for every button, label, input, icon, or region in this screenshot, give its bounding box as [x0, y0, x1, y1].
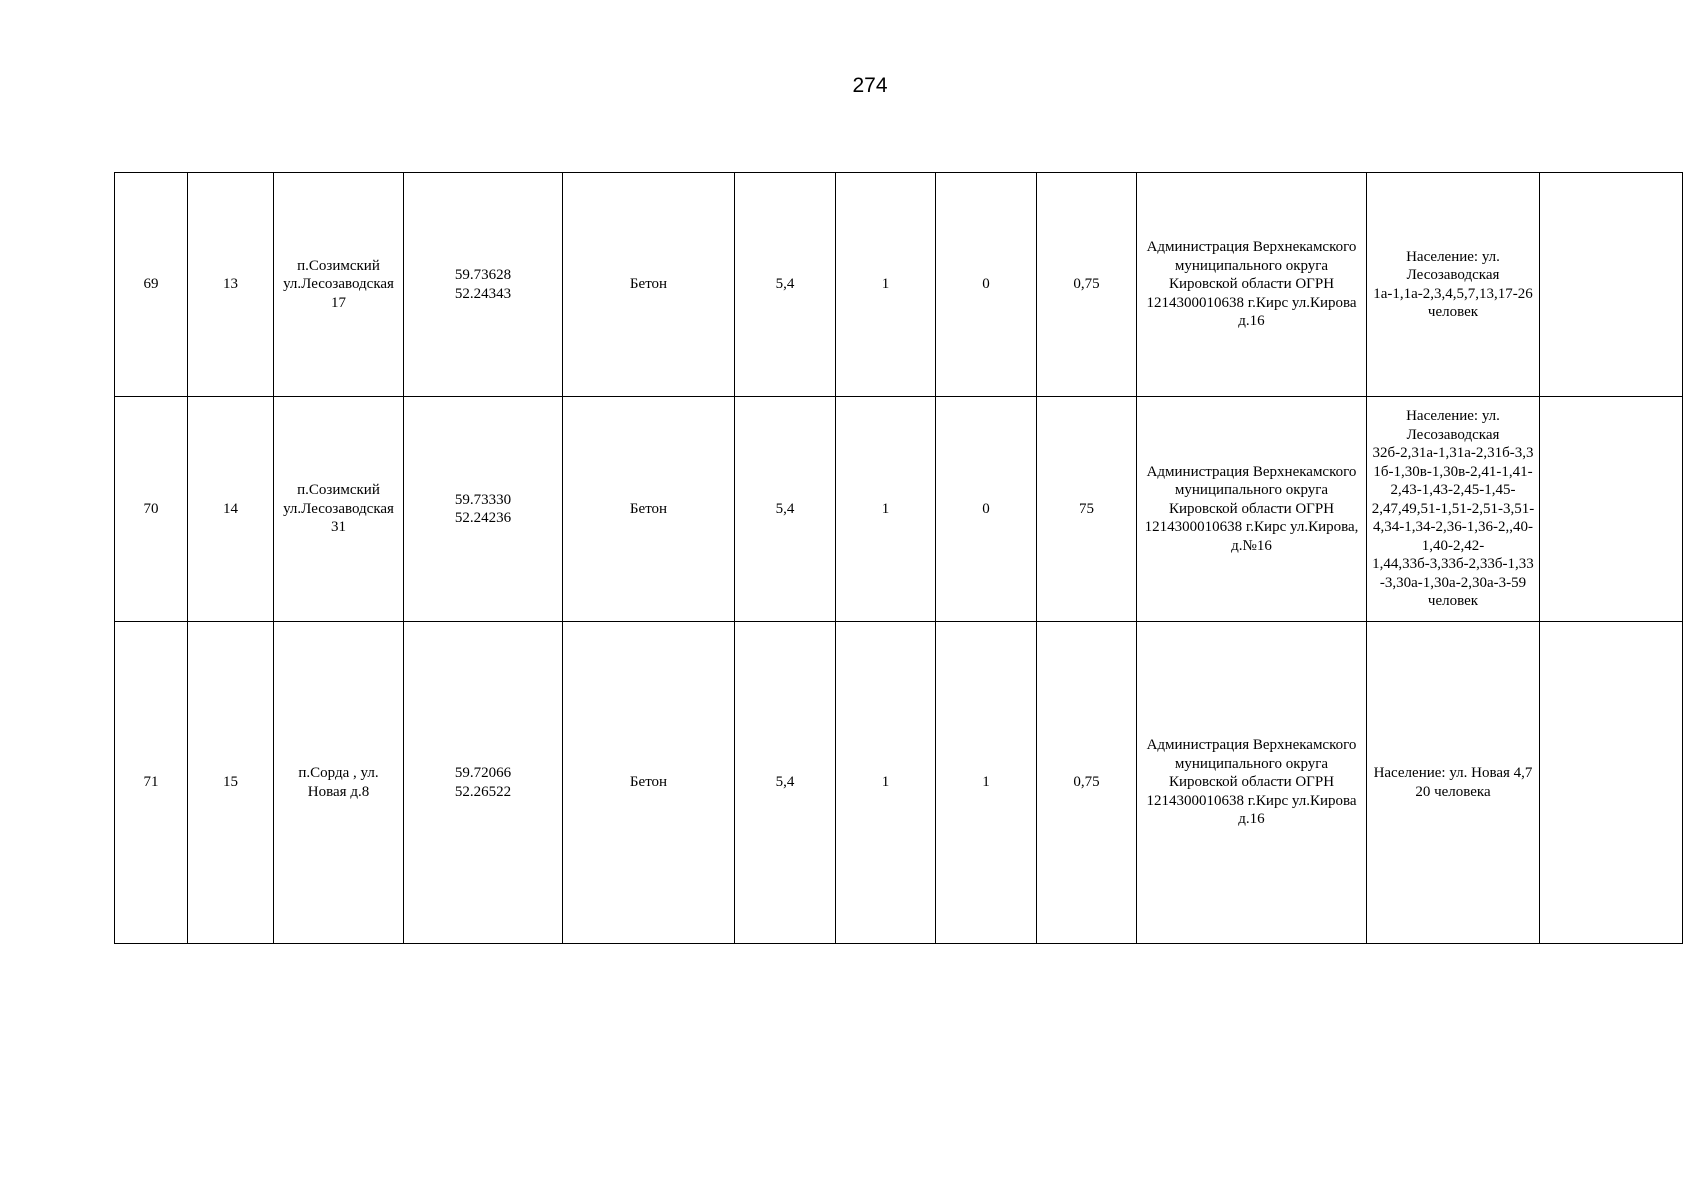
surface-material-cell: Бетон [563, 622, 735, 944]
volume-cell: 0,75 [1037, 622, 1137, 944]
table-row [115, 397, 1683, 622]
sub-number-cell: 13 [188, 173, 274, 397]
owner-cell: Администрация Верхнекамского муниципального округа Кировской области ОГРН 1214300010638 г.Кирс ул.Кирова, д.№16 [1137, 397, 1367, 622]
sub-number-cell: 15 [188, 622, 274, 944]
area-cell: 5,4 [735, 173, 836, 397]
table-row [115, 173, 1683, 397]
table-row [115, 622, 1683, 944]
row-number-cell: 70 [115, 397, 188, 622]
coordinates-cell: 59.73330 52.24236 [404, 397, 563, 622]
bunkers-cell: 1 [936, 622, 1037, 944]
note-cell [1540, 173, 1683, 397]
area-cell: 5,4 [735, 622, 836, 944]
address-cell: п.Созимский ул.Лесозаводская 31 [274, 397, 404, 622]
waste-sources-cell: Население: ул. Новая 4,7 20 человека [1367, 622, 1540, 944]
owner-cell: Администрация Верхнекамского муниципального округа Кировской области ОГРН 1214300010638 г.Кирс ул.Кирова д.16 [1137, 173, 1367, 397]
address-cell: п.Созимский ул.Лесозаводская 17 [274, 173, 404, 397]
note-cell [1540, 397, 1683, 622]
row-number-cell: 69 [115, 173, 188, 397]
page-number: 274 [852, 74, 888, 97]
waste-sources-cell: Население: ул. Лесозаводская 32б-2,31а-1,31а-2,31б-3,31б-1,30в-1,30в-2,41-1,41-2,43-1,43-2,45-1,45-2,47,49,51-1,51-2,51-3,51-4,34-1,34-2,36-1,36-2,,40-1,40-2,42-1,44,33б-3,33б-2,33б-1,33-3,30а-1,30а-2,30а-3-59 человек [1367, 397, 1540, 622]
coordinates-cell: 59.72066 52.26522 [404, 622, 563, 944]
surface-material-cell: Бетон [563, 173, 735, 397]
row-number-cell: 71 [115, 622, 188, 944]
bunkers-cell: 0 [936, 173, 1037, 397]
volume-cell: 0,75 [1037, 173, 1137, 397]
owner-cell: Администрация Верхнекамского муниципального округа Кировской области ОГРН 1214300010638 г.Кирс ул.Кирова д.16 [1137, 622, 1367, 944]
area-cell: 5,4 [735, 397, 836, 622]
registry-table [114, 172, 1683, 944]
address-cell: п.Сорда , ул. Новая д.8 [274, 622, 404, 944]
sub-number-cell: 14 [188, 397, 274, 622]
volume-cell: 75 [1037, 397, 1137, 622]
coordinates-cell: 59.73628 52.24343 [404, 173, 563, 397]
containers-cell: 1 [836, 173, 936, 397]
bunkers-cell: 0 [936, 397, 1037, 622]
surface-material-cell: Бетон [563, 397, 735, 622]
waste-sources-cell: Население: ул. Лесозаводская 1а-1,1а-2,3,4,5,7,13,17-26 человек [1367, 173, 1540, 397]
containers-cell: 1 [836, 397, 936, 622]
note-cell [1540, 622, 1683, 944]
containers-cell: 1 [836, 622, 936, 944]
